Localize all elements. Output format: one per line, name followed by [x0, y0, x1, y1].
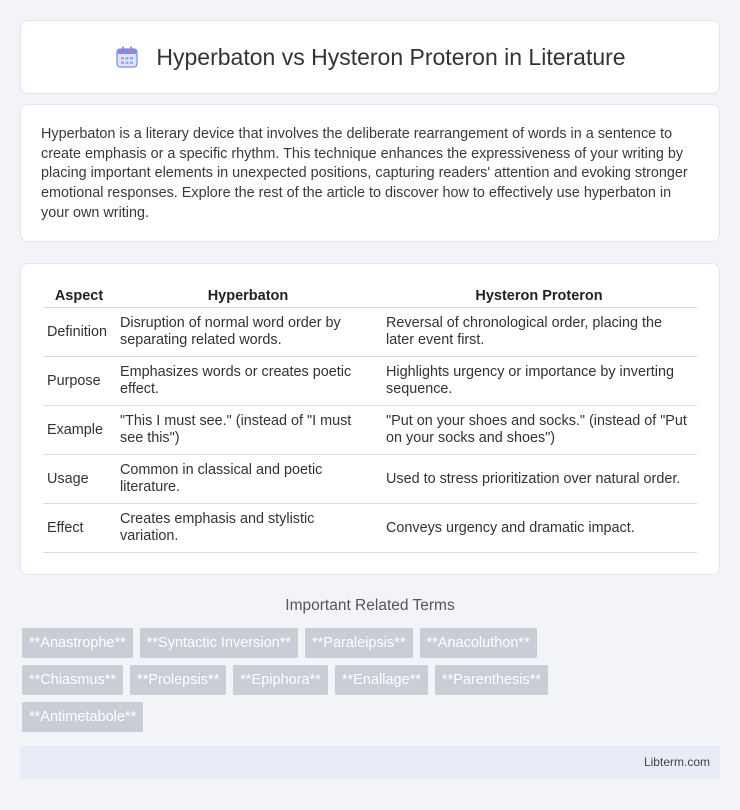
table-header-hyperbaton: Hyperbaton — [115, 284, 381, 308]
table-cell-aspect: Usage — [43, 455, 115, 504]
comparison-table — [43, 284, 697, 553]
table-row — [43, 308, 697, 357]
related-terms-list — [22, 628, 622, 732]
table-cell-hyperbaton: Disruption of normal word order by separating related words. — [115, 308, 381, 357]
table-cell-aspect: Effect — [43, 504, 115, 553]
table-cell-hyperbaton: Common in classical and poetic literature. — [115, 455, 381, 504]
table-header-row — [43, 284, 697, 308]
related-term-tag[interactable]: **Anastrophe** — [22, 628, 133, 658]
table-header-aspect: Aspect — [43, 284, 115, 308]
footer — [20, 746, 720, 779]
table-cell-aspect: Purpose — [43, 357, 115, 406]
footer-brand-link[interactable]: Libterm.com — [643, 755, 710, 769]
related-terms-heading: Important Related Terms — [285, 597, 455, 614]
related-term-tag[interactable]: **Paraleipsis** — [305, 628, 413, 658]
related-term-tag[interactable]: **Antimetabole** — [22, 702, 143, 732]
table-cell-hysteron: Conveys urgency and dramatic impact. — [381, 504, 697, 553]
table-cell-hysteron: "Put on your shoes and socks." (instead of "Put on your socks and shoes") — [381, 406, 697, 455]
title-card — [20, 20, 720, 94]
table-row — [43, 455, 697, 504]
related-term-tag[interactable]: **Anacoluthon** — [420, 628, 537, 658]
table-row — [43, 357, 697, 406]
page-title: Hyperbaton vs Hysteron Proteron in Literature — [156, 43, 626, 70]
table-cell-hysteron: Used to stress prioritization over natural order. — [381, 455, 697, 504]
table-row — [43, 504, 697, 553]
table-cell-aspect: Example — [43, 406, 115, 455]
calendar-icon — [114, 44, 140, 70]
related-term-tag[interactable]: **Parenthesis** — [435, 665, 548, 695]
related-term-tag[interactable]: **Prolepsis** — [130, 665, 226, 695]
related-term-tag[interactable]: **Syntactic Inversion** — [140, 628, 298, 658]
table-cell-hysteron: Reversal of chronological order, placing the later event first. — [381, 308, 697, 357]
table-cell-hyperbaton: "This I must see." (instead of "I must see this") — [115, 406, 381, 455]
table-cell-hyperbaton: Emphasizes words or creates poetic effect. — [115, 357, 381, 406]
table-cell-hyperbaton: Creates emphasis and stylistic variation. — [115, 504, 381, 553]
table-row — [43, 406, 697, 455]
related-term-tag[interactable]: **Enallage** — [335, 665, 428, 695]
intro-card — [20, 104, 720, 242]
intro-text: Hyperbaton is a literary device that involves the deliberate rearrangement of words in a sentence to create emphasis or a specific rhythm. This technique enhances the expressiveness of your writing by placing important elements in unexpected positions, capturing readers' attention and evoking stronger emotional responses. Explore the rest of the article to discover how to effectively use hyperbaton in your own writing. — [41, 126, 688, 221]
comparison-table-card — [20, 263, 720, 575]
table-header-hysteron-proteron: Hysteron Proteron — [381, 284, 697, 308]
table-cell-hysteron: Highlights urgency or importance by inverting sequence. — [381, 357, 697, 406]
related-term-tag[interactable]: **Epiphora** — [233, 665, 328, 695]
table-cell-aspect: Definition — [43, 308, 115, 357]
related-term-tag[interactable]: **Chiasmus** — [22, 665, 123, 695]
